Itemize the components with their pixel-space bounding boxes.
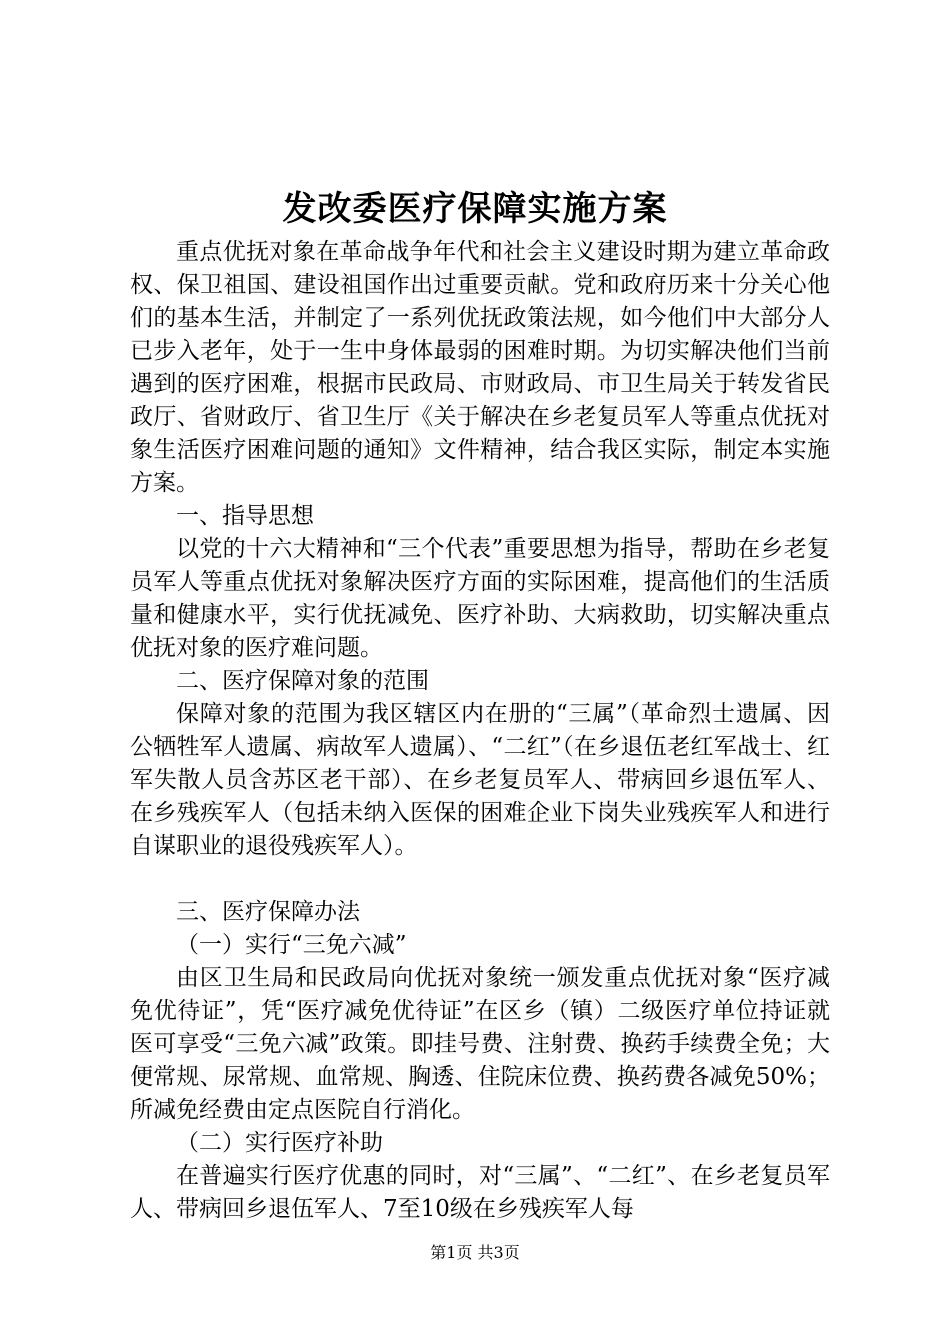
intro-paragraph: 重点优抚对象在革命战争年代和社会主义建设时期为建立革命政权、保卫祖国、建设祖国作出过重要贡献。党和政府历来十分关心他们的基本生活，并制定了一系列优抚政策法规，如今他们中大部分人已步入老年，处于一生中身体最弱的困难时期。为切实解决他们当前遇到的医疗困难，根据市民政局、市财政局、市卫生局关于转发省民政厅、省财政厅、省卫生厅《关于解决在乡老复员军人等重点优抚对象生活医疗困难问题的通知》文件精神，结合我区实际，制定本实施方案。: [130, 239, 830, 496]
section-2-paragraph: 保障对象的范围为我区辖区内在册的“三属”（革命烈士遗属、因公牺牲军人遗属、病故军人遗属）、“二红”（在乡退伍老红军战士、红军失散人员含苏区老干部）、在乡老复员军人、带病回乡退伍军人、在乡残疾军人（包括未纳入医保的困难企业下岗失业残疾军人和进行自谋职业的退役残疾军人）。: [130, 701, 830, 859]
document-body: [130, 236, 830, 1226]
subsection-heading-2: （二）实行医疗补助: [176, 1130, 383, 1156]
subsection-1-paragraph: 由区卫生局和民政局向优抚对象统一颁发重点优抚对象“医疗减免优待证”，凭“医疗减免优待证”在区乡（镇）二级医疗单位持证就医可享受“三免六减”政策。即挂号费、注射费、换药手续费全免；大便常规、尿常规、血常规、胸透、住院床位费、换药费各减免50%；所减免经费由定点医院自行消化。: [130, 965, 830, 1123]
document-title: 发改委医疗保障实施方案: [282, 189, 668, 229]
section-heading-1: 一、指导思想: [176, 503, 314, 529]
section-1-paragraph: 以党的十六大精神和“三个代表”重要思想为指导，帮助在乡老复员军人等重点优抚对象解决医疗方面的实际困难，提高他们的生活质量和健康水平，实行优抚减免、医疗补助、大病救助，切实解决重点优抚对象的医疗难问题。: [130, 536, 830, 661]
subsection-2-paragraph: 在普遍实行医疗优惠的同时，对“三属”、“二红”、在乡老复员军人、带病回乡退伍军人、7至10级在乡残疾军人每: [130, 1163, 830, 1222]
section-heading-3: 三、医疗保障办法: [176, 899, 360, 925]
subsection-heading-1: （一）实行“三免六减”: [176, 932, 407, 958]
section-heading-2: 二、医疗保障对象的范围: [176, 668, 429, 694]
page-footer: 第1页 共3页: [430, 1243, 520, 1262]
